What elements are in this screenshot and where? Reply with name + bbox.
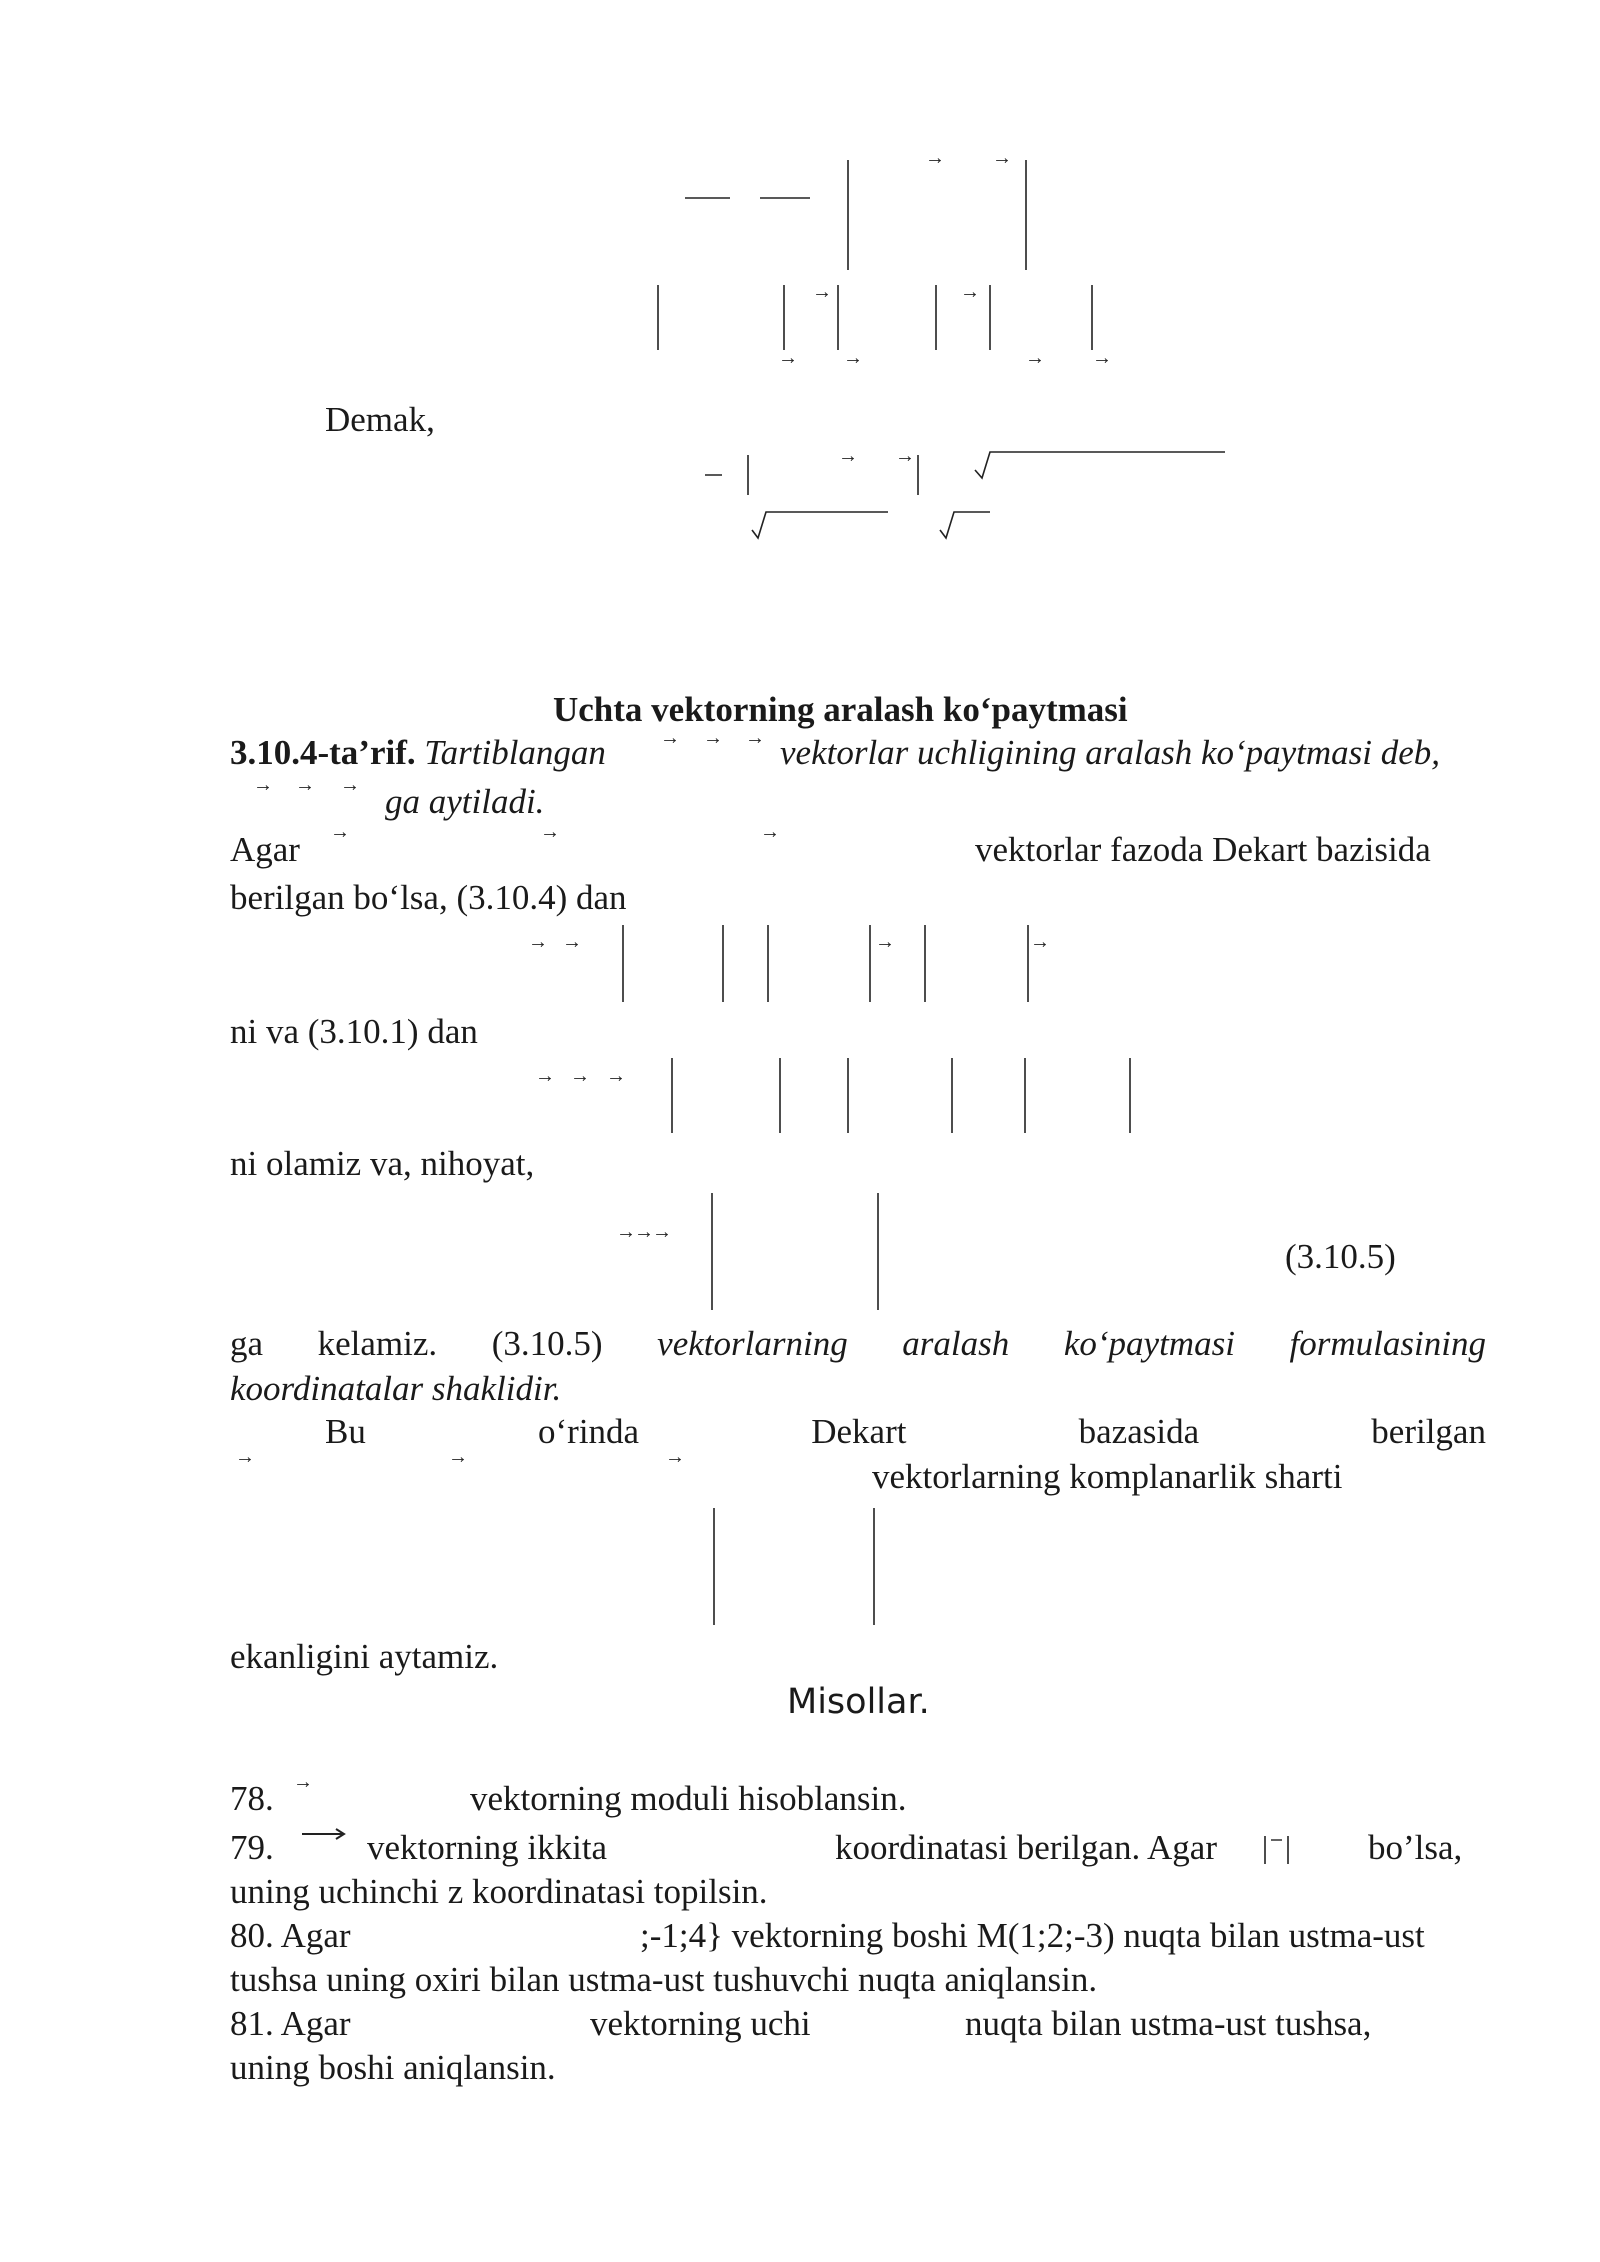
arrow-mark: → [812, 281, 832, 303]
arrow-mark: → [330, 821, 350, 843]
arrow-mark: → [843, 347, 863, 369]
arrow-mark: → [528, 931, 548, 953]
arrow-mark: → [992, 147, 1012, 169]
example-80-line-2: tushsa uning oxiri bilan ustma-ust tushuvchi nuqta aniqlansin. [230, 1960, 1098, 1999]
definition-text-2: vektorlar uchligining aralash koʻpaytmasi deb, [780, 733, 1441, 772]
section-title: Uchta vektorning aralash koʻpaytmasi [553, 690, 1128, 729]
arrow-mark: → [253, 774, 273, 796]
demak-text: Demak, [325, 400, 435, 439]
arrow-mark: → [652, 1221, 672, 1243]
word: oʻrinda [538, 1412, 640, 1451]
arrow-mark: → [760, 821, 780, 843]
arrow-mark: → [925, 147, 945, 169]
example-79-number: 79. [230, 1828, 274, 1867]
example-81-number: 81. Agar [230, 2004, 351, 2043]
definition-text-3: ga aytiladi. [385, 782, 545, 821]
word: kelamiz. [317, 1324, 438, 1363]
formula-3-10-5 [610, 1190, 910, 1320]
arrow-mark: → [535, 1065, 555, 1087]
conclusion-line-2: koordinatalar shaklidir. [230, 1369, 562, 1408]
formula-79-modulus [1262, 1834, 1302, 1873]
arrow-mark: → [1092, 347, 1112, 369]
definition-line-1 [230, 731, 606, 775]
definition-text-1: Tartiblangan [424, 733, 606, 772]
formula-modulus [700, 440, 1240, 565]
arrow-mark: → [295, 774, 315, 796]
example-78-text: vektorning moduli hisoblansin. [470, 1779, 907, 1818]
word: (3.10.5) [491, 1324, 603, 1363]
definition-label: 3.10.4-ta’rif. [230, 733, 416, 772]
arrow-mark: → [606, 1065, 626, 1087]
example-81-line-2: uning boshi aniqlansin. [230, 2048, 556, 2087]
equation-number: (3.10.5) [1285, 1237, 1396, 1276]
coplanar-line-1 [325, 1410, 1486, 1454]
formula-79-arrow [300, 1826, 350, 1851]
formula-coplanarity [700, 1505, 900, 1635]
paragraph-line-1-right: vektorlar fazoda Dekart bazisida [975, 830, 1431, 869]
arrow-mark: → [448, 1446, 468, 1468]
word: koʻpaytmasi [1063, 1324, 1235, 1363]
examples-title: Misollar. [787, 1682, 930, 1722]
arrow-mark: → [570, 1065, 590, 1087]
word: Dekart [811, 1412, 907, 1451]
word: berilgan [1371, 1412, 1486, 1451]
arrow-mark: → [745, 727, 765, 749]
paragraph-agar: Agar [230, 830, 300, 869]
example-79-text-1: vektorning ikkita [367, 1828, 608, 1867]
arrow-mark: → [540, 821, 560, 843]
arrow-mark: → [778, 347, 798, 369]
formula-3-10-4 [520, 920, 1080, 1015]
arrow-mark: → [340, 774, 360, 796]
example-78-number: 78. [230, 1779, 274, 1818]
paragraph-line-2: berilgan boʻlsa, (3.10.4) dan [230, 878, 627, 917]
word: bazasida [1078, 1412, 1200, 1451]
example-79-line-2: uning uchinchi z koordinatasi topilsin. [230, 1872, 768, 1911]
line-ni-olamiz: ni olamiz va, nihoyat, [230, 1144, 535, 1183]
word: vektorlarning [657, 1324, 848, 1363]
arrow-mark: → [660, 727, 680, 749]
example-80-number: 80. Agar [230, 1916, 351, 1955]
arrow-mark: → [960, 281, 980, 303]
example-80-text: ;-1;4} vektorning boshi M(1;2;-3) nuqta bilan ustma-ust [640, 1916, 1425, 1955]
conclusion-line-1 [230, 1322, 1486, 1366]
word: formulasining [1289, 1324, 1486, 1363]
coplanar-line-2: vektorlarning komplanarlik sharti [872, 1457, 1343, 1496]
arrow-mark: → [895, 445, 915, 467]
arrow-mark: → [293, 1771, 313, 1793]
coplanar-line-3: ekanligini aytamiz. [230, 1637, 499, 1676]
example-79-text-3: bo’lsa, [1368, 1828, 1463, 1867]
arrow-mark: → [875, 931, 895, 953]
arrow-mark: → [703, 727, 723, 749]
example-81-text-1: vektorning uchi [590, 2004, 811, 2043]
arrow-mark: → [665, 1446, 685, 1468]
arrow-mark: → [634, 1221, 654, 1243]
arrow-mark: → [1025, 347, 1045, 369]
word: ga [230, 1324, 264, 1363]
example-81-text-2: nuqta bilan ustma-ust tushsa, [965, 2004, 1372, 2043]
example-79-text-2: koordinatasi berilgan. Agar [835, 1828, 1217, 1867]
line-ni-va: ni va (3.10.1) dan [230, 1012, 478, 1051]
arrow-mark: → [838, 445, 858, 467]
word: aralash [902, 1324, 1010, 1363]
arrow-mark: → [235, 1446, 255, 1468]
arrow-mark: → [562, 931, 582, 953]
word: Bu [325, 1412, 366, 1451]
arrow-mark: → [1030, 931, 1050, 953]
arrow-mark: → [616, 1221, 636, 1243]
